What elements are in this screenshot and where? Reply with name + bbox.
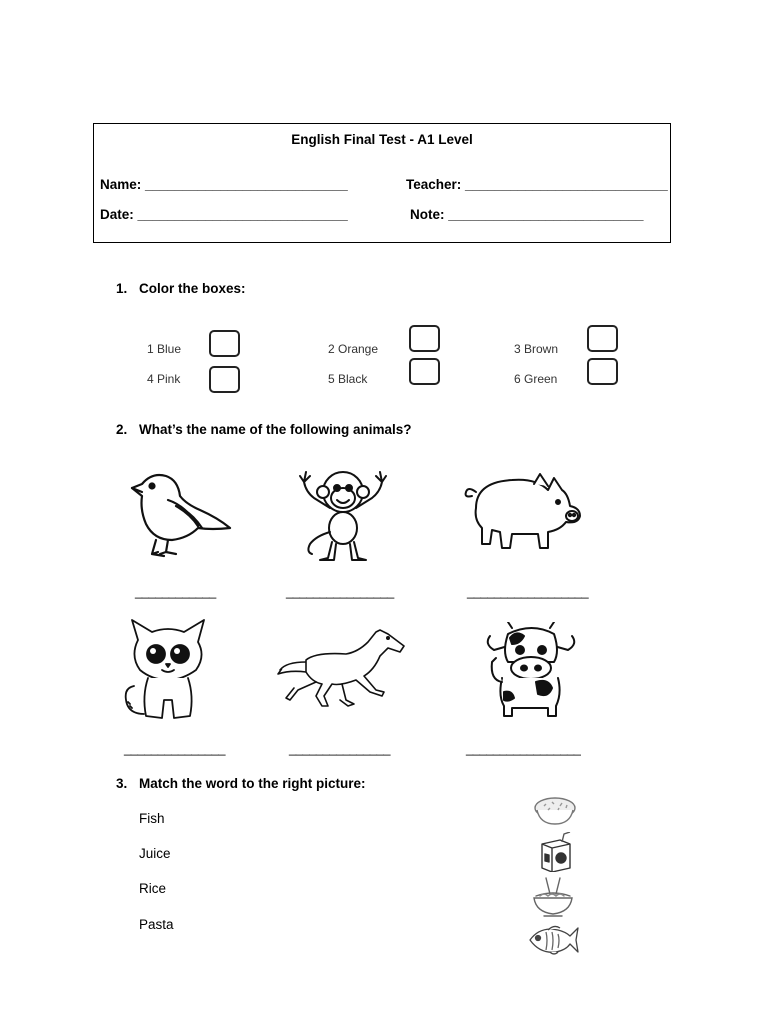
test-title: English Final Test - A1 Level bbox=[291, 132, 473, 147]
name-field[interactable]: Name: ___________________________ bbox=[100, 177, 348, 192]
color-box-black[interactable] bbox=[409, 358, 440, 385]
teacher-field[interactable]: Teacher: ___________________________ bbox=[406, 177, 668, 192]
answer-blank-2[interactable]: ________________ bbox=[286, 584, 394, 599]
word-juice[interactable]: Juice bbox=[139, 846, 171, 861]
word-fish[interactable]: Fish bbox=[139, 811, 165, 826]
color-box-pink[interactable] bbox=[209, 366, 240, 393]
pig-icon bbox=[462, 472, 586, 554]
color-box-orange[interactable] bbox=[409, 325, 440, 352]
word-pasta[interactable]: Pasta bbox=[139, 917, 174, 932]
bird-icon bbox=[128, 466, 234, 560]
note-field[interactable]: Note: __________________________ bbox=[410, 207, 644, 222]
color-box-brown[interactable] bbox=[587, 325, 618, 352]
cat-icon bbox=[122, 616, 212, 724]
answer-blank-4[interactable]: _______________ bbox=[124, 741, 225, 756]
answer-blank-6[interactable]: _________________ bbox=[466, 741, 581, 756]
color-box-blue[interactable] bbox=[209, 330, 240, 357]
answer-blank-5[interactable]: _______________ bbox=[289, 741, 390, 756]
q3-text: Match the word to the right picture: bbox=[139, 776, 366, 791]
answer-blank-3[interactable]: __________________ bbox=[467, 584, 589, 599]
q1-number: 1. bbox=[116, 281, 128, 296]
color-box-green[interactable] bbox=[587, 358, 618, 385]
rice-bowl-icon[interactable] bbox=[532, 794, 578, 828]
color-label-orange: 2 Orange bbox=[328, 342, 379, 356]
word-rice[interactable]: Rice bbox=[139, 881, 167, 896]
fish-icon[interactable] bbox=[526, 922, 580, 958]
cow-icon bbox=[482, 622, 580, 718]
answer-blank-1[interactable]: ____________ bbox=[135, 584, 216, 599]
date-field[interactable]: Date: ____________________________ bbox=[100, 207, 348, 222]
color-label-pink: 4 Pink bbox=[147, 372, 181, 386]
pasta-bowl-icon[interactable] bbox=[530, 876, 576, 918]
color-label-blue: 1 Blue bbox=[147, 342, 182, 356]
header-box bbox=[93, 123, 671, 243]
color-label-brown: 3 Brown bbox=[514, 342, 559, 356]
q1-text: Color the boxes: bbox=[139, 281, 246, 296]
color-label-black: 5 Black bbox=[328, 372, 368, 386]
monkey-icon bbox=[296, 462, 390, 566]
q2-number: 2. bbox=[116, 422, 128, 437]
juice-box-icon[interactable] bbox=[536, 832, 576, 872]
q3-number: 3. bbox=[116, 776, 128, 791]
horse-icon bbox=[276, 626, 406, 710]
color-label-green: 6 Green bbox=[514, 372, 558, 386]
q2-text: What’s the name of the following animals? bbox=[139, 422, 412, 437]
